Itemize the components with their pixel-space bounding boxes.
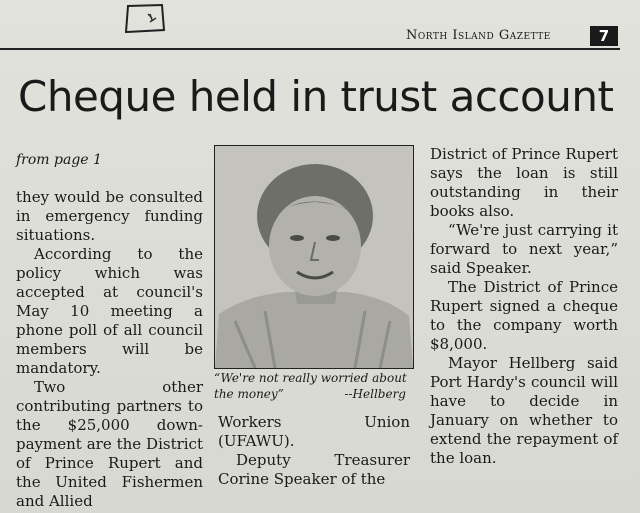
photo-caption <box>214 370 412 402</box>
paragraph: Deputy Treasurer Corine Speaker of the <box>218 451 410 488</box>
caption-quote: “We're not really worried about the money” <box>214 371 407 401</box>
paragraph: District of Prince Rupert says the loan is still outstanding in their books also. <box>430 145 618 220</box>
article-column-3 <box>430 145 618 468</box>
paragraph: Two other contributing partners to the $25,000 down-payment are the District of Prince Rupert and the United Fishermen and Allied <box>16 378 203 510</box>
portrait-image <box>215 146 413 368</box>
header-rule <box>0 48 620 50</box>
article-column-2 <box>218 413 410 489</box>
newspaper-name: North Island Gazette <box>406 28 551 43</box>
caption-attribution: --Hellberg <box>344 387 406 401</box>
article-column-1 <box>16 188 203 511</box>
portrait-photo <box>214 145 414 369</box>
paragraph: The District of Prince Rupert signed a cheque to the company worth $8,000. <box>430 278 618 353</box>
page-number-badge: 7 <box>590 26 618 46</box>
paragraph: According to the policy which was accepted at council's May 10 meeting a phone poll of all council members will be mandatory. <box>16 245 203 377</box>
sketch-doodle-icon <box>122 2 168 36</box>
paragraph: they would be consulted in emergency funding situations. <box>16 188 203 244</box>
paragraph: “We're just carrying it forward to next year,” said Speaker. <box>430 221 618 277</box>
paragraph: Mayor Hellberg said Port Hardy's council will have to decide in January on whether to extend the repayment of the loan. <box>430 354 618 467</box>
jump-line: from page 1 <box>16 152 102 168</box>
headline: Cheque held in trust account <box>18 72 614 121</box>
paragraph: Workers Union (UFAWU). <box>218 413 410 450</box>
